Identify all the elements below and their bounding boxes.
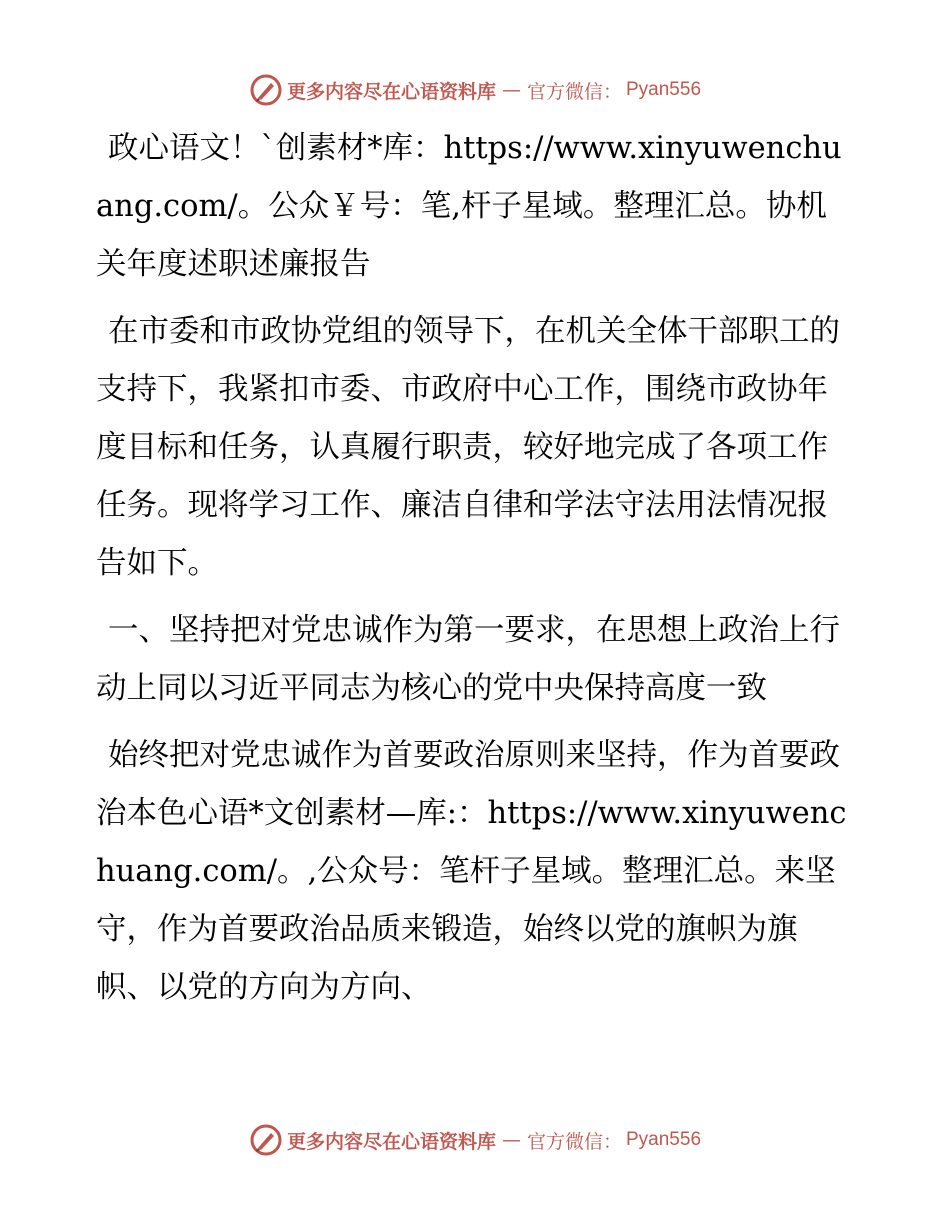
section-heading-1: 一、坚持把对党忠诚作为第一要求，在思想上政治上行动上同以习近平同志为核心的党中央保持高度一致 [96, 613, 840, 706]
banner-wechat-id: Pyan556 [626, 1129, 702, 1150]
pen-logo-icon [249, 1123, 283, 1157]
footer-banner [0, 1120, 950, 1160]
banner-separator: — [501, 79, 521, 101]
banner-slogan: 更多内容尽在心语资料库 [286, 80, 496, 103]
paragraph-opening: 在市委和市政协党组的领导下，在机关全体干部职工的支持下，我紧扣市委、市政府中心工作，围绕市政协年度目标和任务，认真履行职责，较好地完成了各项工作任务。现将学习工作、廉洁自律和学法守法用法情况报告如下。 [96, 314, 840, 581]
document-body [96, 120, 856, 1026]
banner-wechat-label: 官方微信： [526, 80, 622, 103]
pen-logo-icon [249, 73, 283, 107]
banner-slogan: 更多内容尽在心语资料库 [286, 1130, 496, 1153]
banner-separator: — [501, 1129, 521, 1151]
paragraph-intro: 政心语文！`创素材*库：https://www.xinyuwenchuang.com/。公众￥号：笔,杆子星域。整理汇总。协机关年度述职述廉报告 [96, 131, 842, 282]
banner-wechat-label: 官方微信： [526, 1130, 622, 1153]
header-banner [0, 70, 950, 110]
banner-wechat-id: Pyan556 [626, 79, 702, 100]
paragraph-section-1: 始终把对党忠诚作为首要政治原则来坚持，作为首要政治本色心语*文创素材—库:：https://www.xinyuwenchuang.com/。,公众号：笔杆子星域。整理汇总。来坚守，作为首要政治品质来锻造，始终以党的旗帜为旗帜、以党的方向为方向、 [96, 738, 847, 1005]
